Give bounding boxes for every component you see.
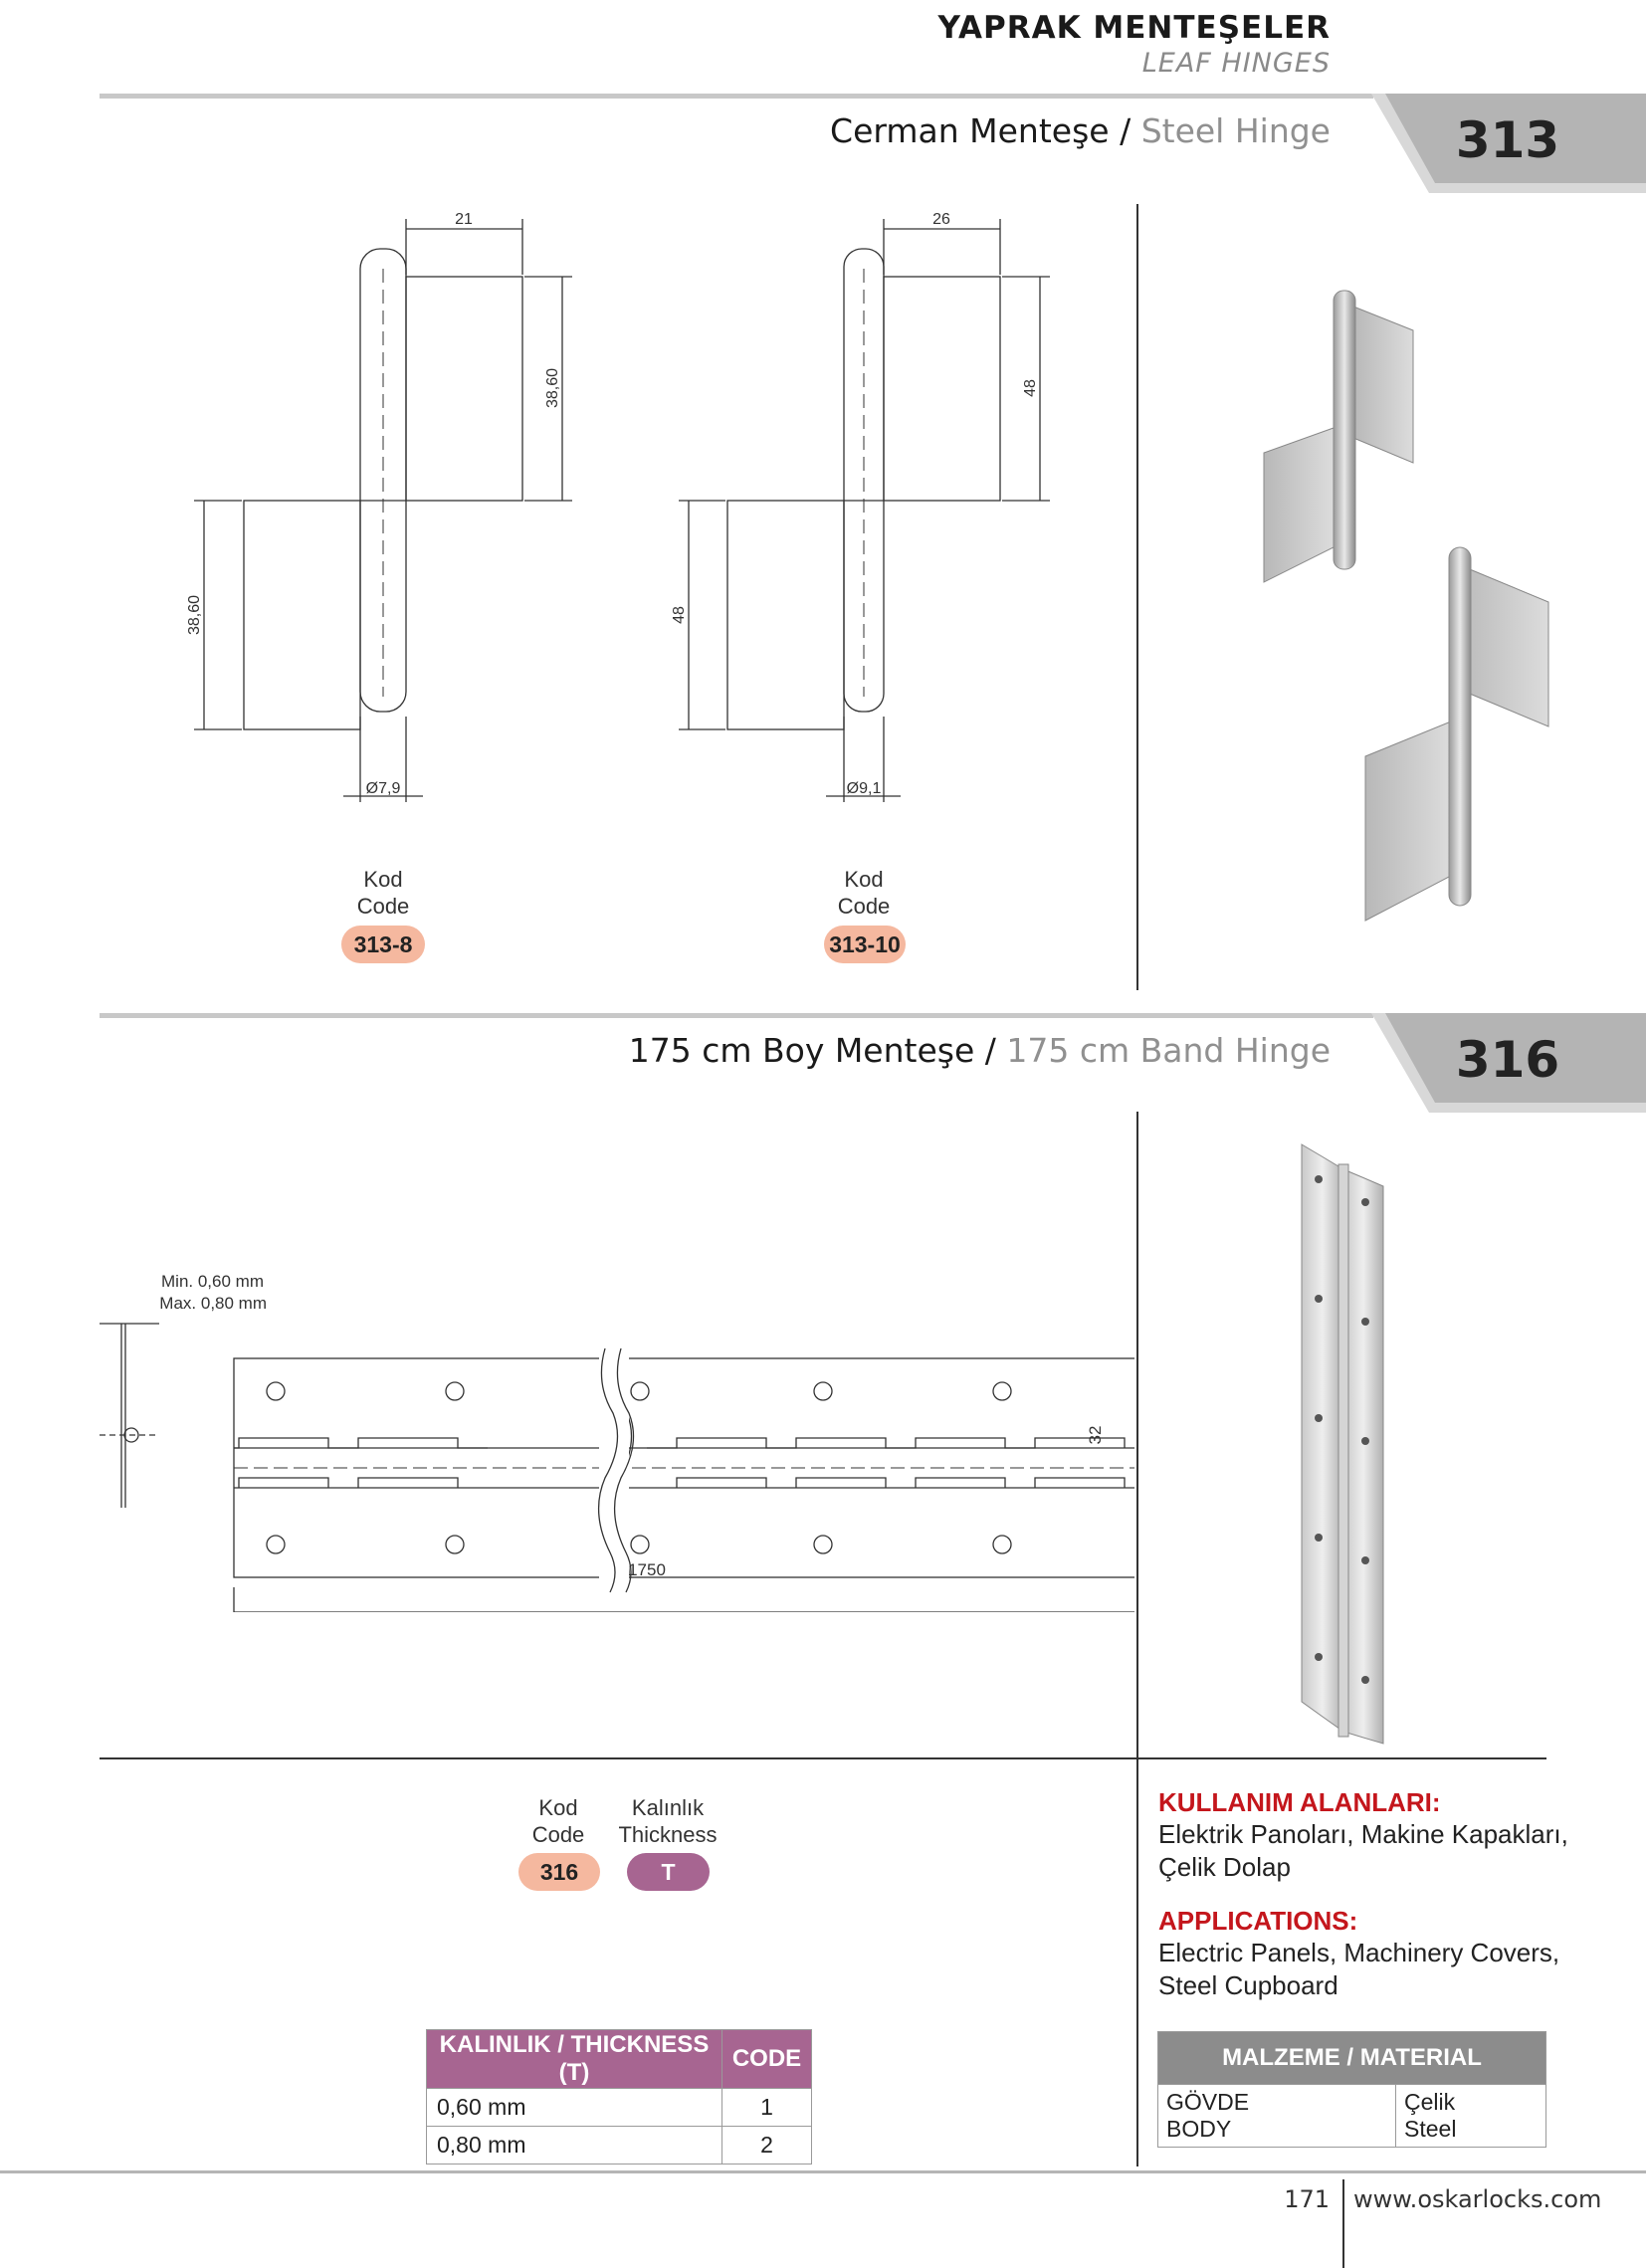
band-hinge-illustration xyxy=(1284,1134,1413,1752)
code-316-label-en: Code xyxy=(531,1822,585,1847)
dim-313-10-height-left: 48 xyxy=(671,606,688,624)
section-316-divider xyxy=(1136,1112,1138,2166)
footer-divider xyxy=(1342,2179,1344,2268)
code-313-10-label xyxy=(814,866,914,920)
usage-heading-tr: KULLANIM ALANLARI: xyxy=(1158,1787,1441,1817)
usage-block xyxy=(1158,1787,1626,2002)
dim-313-8-height-right: 38,60 xyxy=(544,367,561,409)
material-value-en: Steel xyxy=(1404,2116,1457,2142)
dim-316-length: 1750 xyxy=(628,1560,666,1579)
usage-heading-en: APPLICATIONS: xyxy=(1158,1906,1358,1936)
dim-316-max-thickness: Max. 0,80 mm xyxy=(159,1294,267,1313)
material-table-header xyxy=(1158,2032,1546,2085)
thickness-label-en: Thickness xyxy=(618,1822,718,1847)
section-316-number: 316 xyxy=(1455,1031,1560,1089)
band-hinge-drawing xyxy=(90,1264,1134,1612)
dim-313-8-diameter: Ø7,9 xyxy=(365,780,401,797)
thickness-table xyxy=(426,2029,812,2165)
usage-text-en-2: Steel Cupboard xyxy=(1158,1970,1338,2000)
usage-text-en-1: Electric Panels, Machinery Covers, xyxy=(1158,1938,1560,1967)
table-row xyxy=(427,2089,812,2127)
code-313-10-label-tr: Kod xyxy=(844,867,884,892)
section-316-title xyxy=(629,1031,1331,1070)
code-316-label-tr: Kod xyxy=(538,1795,578,1820)
thickness-badge: T xyxy=(627,1853,710,1891)
section-313-title-tr: Cerman Menteşe / xyxy=(830,111,1132,150)
dim-316-min-thickness: Min. 0,60 mm xyxy=(161,1272,264,1291)
thickness-label-tr: Kalınlık xyxy=(631,1795,705,1820)
section-316-title-en: 175 cm Band Hinge xyxy=(1006,1031,1331,1070)
catalog-title: YAPRAK MENTEŞELER xyxy=(937,10,1331,46)
thickness-table-header xyxy=(427,2030,812,2089)
section-313-divider xyxy=(1136,204,1138,990)
website-link[interactable]: www.oskarlocks.com xyxy=(1353,2185,1602,2213)
dim-313-8-width: 21 xyxy=(455,211,473,228)
dim-313-10-height-right: 48 xyxy=(1022,379,1039,397)
code-313-10-badge: 313-10 xyxy=(824,926,906,963)
thickness-code: 2 xyxy=(722,2127,812,2165)
material-part-en: BODY xyxy=(1166,2116,1232,2142)
code-316-badge: 316 xyxy=(518,1853,600,1891)
footer-rule xyxy=(0,2170,1646,2173)
thickness-value: 0,80 mm xyxy=(427,2127,722,2165)
usage-text-tr-2: Çelik Dolap xyxy=(1158,1852,1291,1882)
table-row xyxy=(1158,2085,1546,2148)
page-number: 171 xyxy=(1284,2185,1330,2213)
section-313-header-band xyxy=(0,88,1646,207)
usage-text-tr-1: Elektrik Panoları, Makine Kapakları, xyxy=(1158,1819,1568,1849)
code-313-8-label-en: Code xyxy=(356,894,410,919)
code-313-10-label-en: Code xyxy=(837,894,891,919)
dim-313-10-width: 26 xyxy=(932,211,950,228)
steel-hinge-illustration xyxy=(1234,279,1572,935)
section-313-title-en: Steel Hinge xyxy=(1140,111,1331,150)
material-value xyxy=(1396,2085,1546,2148)
material-table xyxy=(1157,2031,1546,2148)
dim-313-10-diameter: Ø9,1 xyxy=(846,780,882,797)
thickness-code: 1 xyxy=(722,2089,812,2127)
section-313-number: 313 xyxy=(1455,111,1560,169)
section-313-title xyxy=(830,111,1331,150)
section-316-title-tr: 175 cm Boy Menteşe / xyxy=(628,1031,996,1070)
table-row xyxy=(427,2127,812,2165)
dim-316-width: 32 xyxy=(1086,1425,1105,1445)
thickness-label xyxy=(608,1794,727,1848)
code-313-8-badge: 313-8 xyxy=(341,926,425,963)
material-table-title: MALZEME / MATERIAL xyxy=(1158,2032,1546,2085)
material-part xyxy=(1158,2085,1396,2148)
catalog-subtitle: LEAF HINGES xyxy=(1141,48,1331,79)
code-316-label xyxy=(509,1794,608,1848)
thickness-table-header-thickness: KALINLIK / THICKNESS (T) xyxy=(427,2030,722,2089)
code-313-8-label xyxy=(333,866,433,920)
section-313-drawings xyxy=(0,199,1134,806)
thickness-value: 0,60 mm xyxy=(427,2089,722,2127)
material-value-tr: Çelik xyxy=(1404,2089,1456,2115)
material-part-tr: GÖVDE xyxy=(1166,2089,1250,2115)
code-313-8-label-tr: Kod xyxy=(363,867,403,892)
dim-313-8-height-left: 38,60 xyxy=(186,594,203,636)
thickness-table-header-code: CODE xyxy=(722,2030,812,2089)
section-316-bottom-rule xyxy=(100,1757,1546,1759)
